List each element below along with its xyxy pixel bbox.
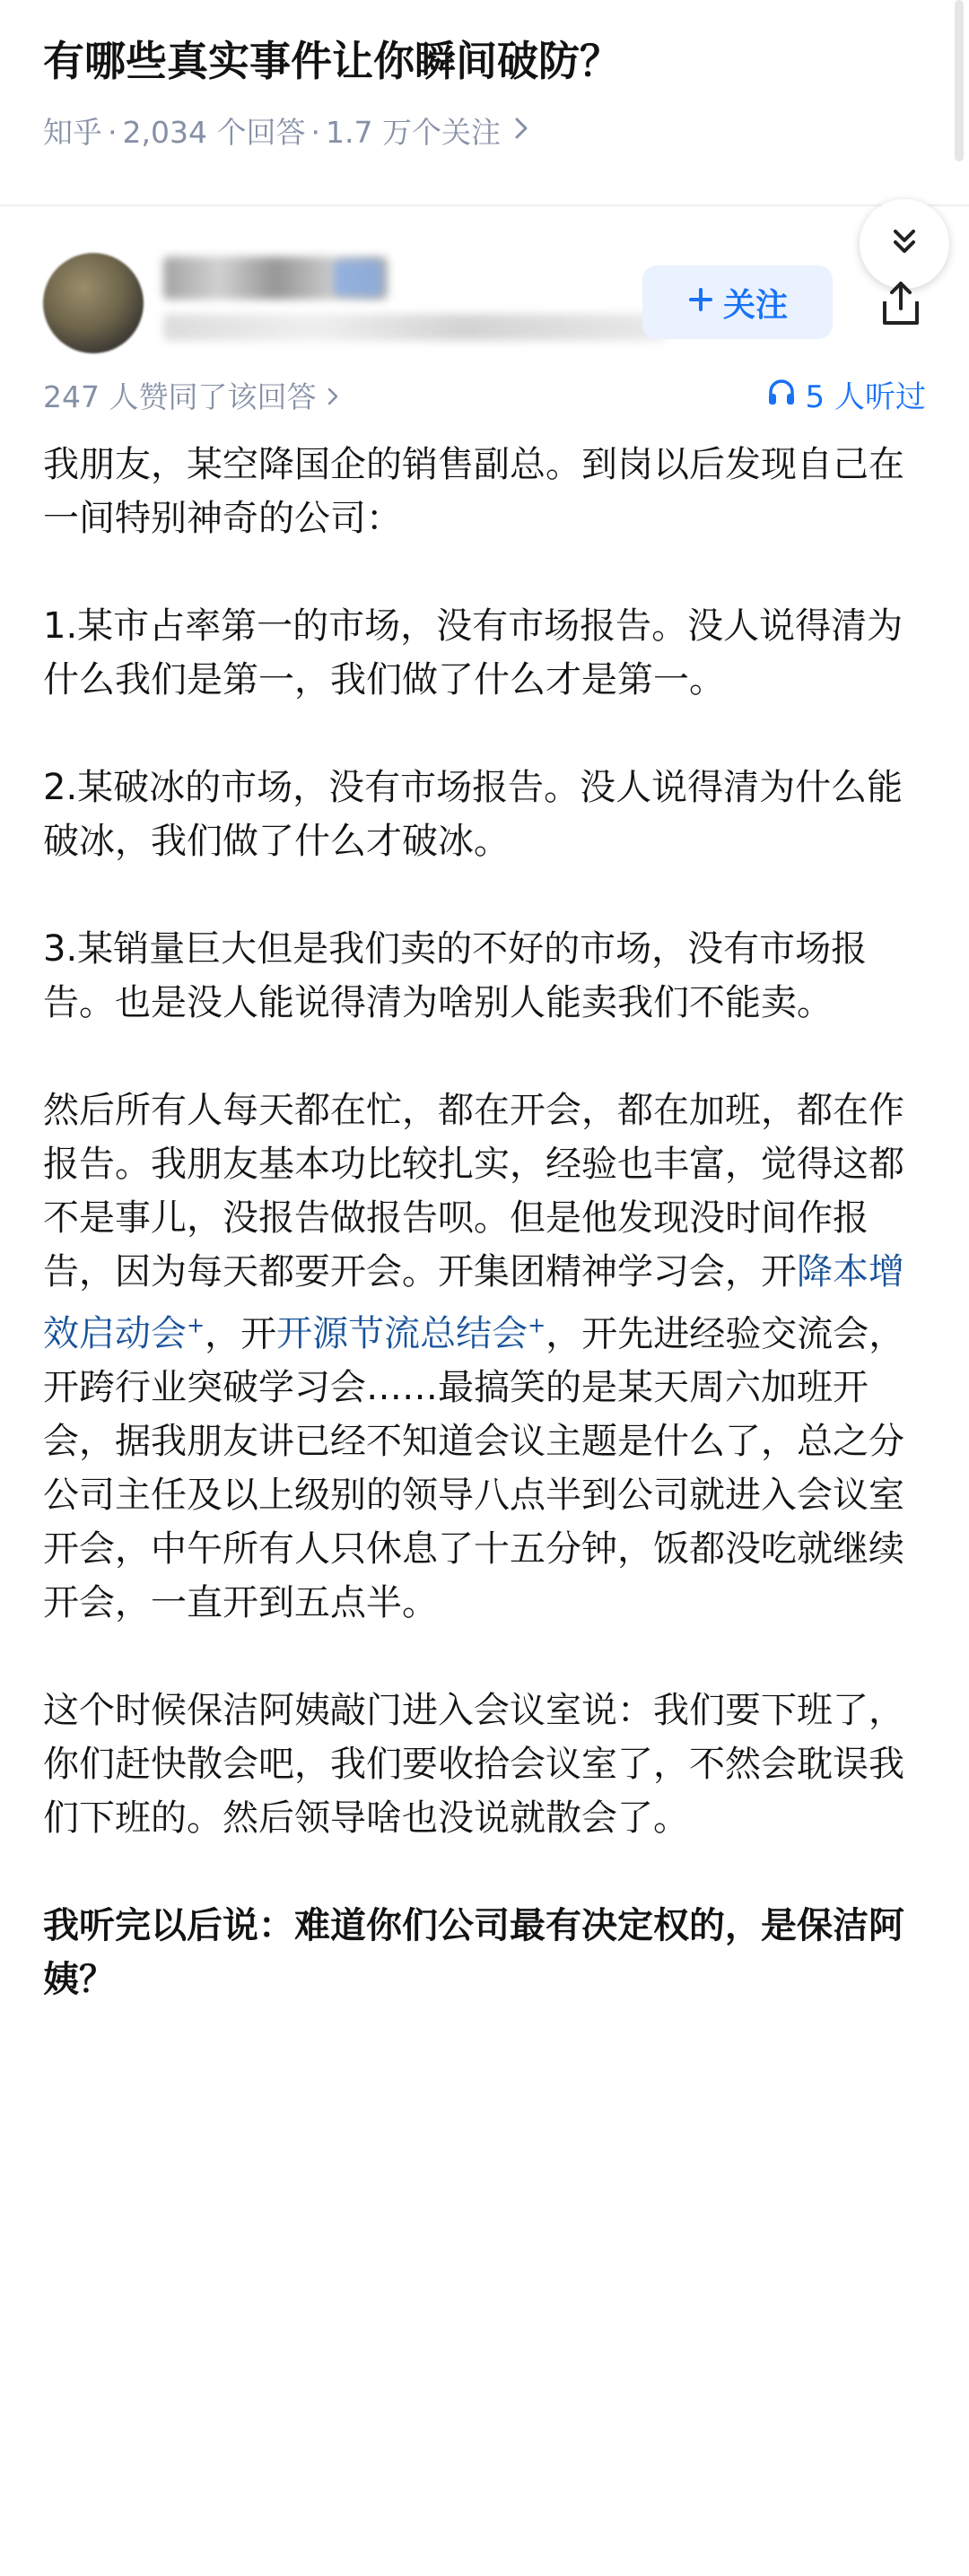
paragraph-bold: 我听完以后说：难道你们公司最有决定权的，是保洁阿姨？ xyxy=(43,1905,904,2001)
answer-content xyxy=(43,438,926,2006)
plus-icon xyxy=(687,284,714,321)
upvote-text: 247 人赞同了该回答 xyxy=(43,379,317,414)
paragraph: 2.某破冰的市场，没有市场报告。没人说得清为什么能破冰，我们做了什么才破冰。 xyxy=(43,767,904,862)
paragraph xyxy=(43,1083,926,1630)
headphones-icon xyxy=(766,377,797,418)
meta-separator: · xyxy=(310,115,320,150)
search-link[interactable] xyxy=(276,1313,546,1354)
author-avatar[interactable] xyxy=(43,253,144,353)
search-link-icon: + xyxy=(187,1313,205,1338)
meta-separator: · xyxy=(108,115,118,150)
paragraph-text: ，开 xyxy=(205,1313,277,1355)
listen-button[interactable] xyxy=(766,377,926,418)
question-title[interactable]: 有哪些真实事件让你瞬间破防？ xyxy=(43,37,621,85)
meta-answer-count: 2,034 个回答 xyxy=(122,115,306,150)
author-badge-blurred xyxy=(334,260,382,296)
scrollbar[interactable] xyxy=(955,0,964,161)
follow-button[interactable] xyxy=(642,265,833,339)
question-meta[interactable] xyxy=(43,113,529,152)
paragraph: 3.某销量巨大但是我们卖的不好的市场，没有市场报告。也是没人能说得清为啥别人能卖我们不能卖。 xyxy=(43,928,868,1023)
chevron-right-icon xyxy=(326,379,340,414)
collapse-button[interactable] xyxy=(860,199,949,289)
chevron-right-icon xyxy=(513,113,529,152)
search-link-text: 开源节流总结会 xyxy=(276,1313,528,1355)
double-chevron-down-icon xyxy=(886,224,922,264)
paragraph: 我朋友，某空降国企的销售副总。到岗以后发现自己在一间特别神奇的公司： xyxy=(43,444,904,539)
listen-count: 5 人听过 xyxy=(805,379,926,415)
paragraph: 这个时候保洁阿姨敲门进入会议室说：我们要下班了，你们赶快散会吧，我们要收拾会议室了，不然会耽误我们下班的。然后领导啥也没说就散会了。 xyxy=(43,1690,904,1840)
upvote-count-link[interactable] xyxy=(43,377,340,418)
meta-follower-count: 1.7 万个关注 xyxy=(325,115,501,150)
follow-label: 关注 xyxy=(722,286,788,324)
share-icon[interactable] xyxy=(877,278,924,328)
search-link-text: 降本增效启动会 xyxy=(43,1251,904,1355)
meta-source: 知乎 xyxy=(43,115,102,150)
header-divider xyxy=(0,205,969,206)
paragraph: 1.某市占率第一的市场，没有市场报告。没人说得清为什么我们是第一，我们做了什么才是第一。 xyxy=(43,605,904,701)
search-link-icon: + xyxy=(528,1313,546,1338)
paragraph-text: 然后所有人每天都在忙，都在开会，都在加班，都在作报告。我朋友基本功比较扎实，经验也丰富，觉得这都不是事儿，没报告做报告呗。但是他发现没时间作报告，因为每天都要开会。开集团精神学习会，开 xyxy=(43,1090,904,1292)
author-bio-blurred xyxy=(163,314,666,341)
paragraph-text: ，开先进经验交流会，开跨行业突破学习会……最搞笑的是某天周六加班开会，据我朋友讲已经不知道会议主题是什么了，总之分公司主任及以上级别的领导八点半到公司就进入会议室开会，中午所有人只休息了十五分钟，饭都没吃就继续开会，一直开到五点半。 xyxy=(43,1313,905,1624)
